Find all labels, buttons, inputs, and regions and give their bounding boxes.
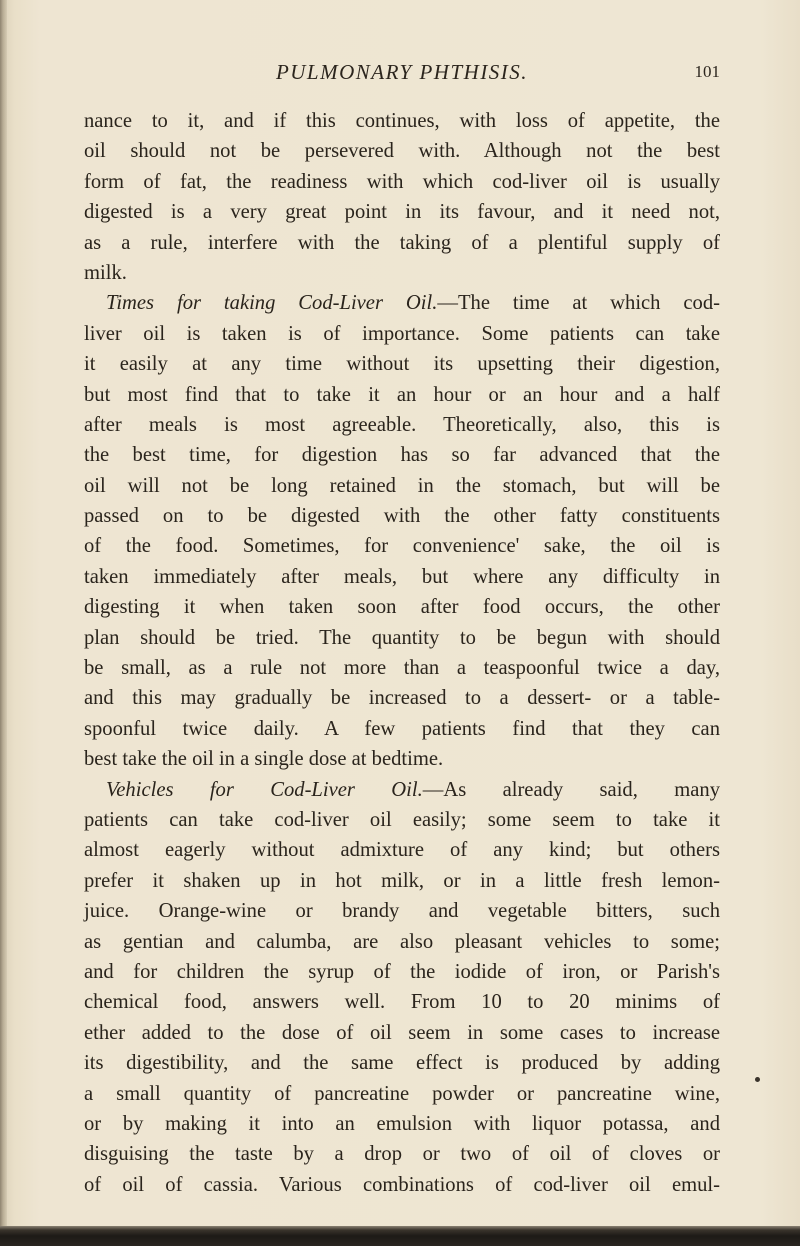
section-heading-line: Times for taking Cod-Liver Oil.—The time at which cod- [106,292,720,315]
text-line: of the food. Sometimes, for convenience' sake, the oil is [84,535,720,558]
page-header [84,60,720,90]
text-line: taken immediately after meals, but where any difficulty in [84,565,720,588]
scan-bottom-edge [0,1226,800,1246]
text-line: best take the oil in a single dose at bedtime. [84,748,444,771]
text-line: be small, as a rule not more than a teaspoonful twice a day, [84,657,720,680]
text-line: but most find that to take it an hour or an hour and a half [84,383,720,406]
text-line: as gentian and calumba, are also pleasant vehicles to some; [84,930,720,953]
text-line: spoonful twice daily. A few patients find that they can [84,717,720,740]
text-line: and for children the syrup of the iodide of iron, or Parish's [84,960,720,983]
text-line: its digestibility, and the same effect is produced by adding [84,1052,720,1075]
page-number: 101 [694,62,720,81]
text-line: digesting it when taken soon after food occurs, the other [84,596,720,619]
text-line: oil will not be long retained in the stomach, but will be [84,474,720,497]
text-line: juice. Orange-wine or brandy and vegetable bitters, such [84,900,720,923]
text-line: prefer it shaken up in hot milk, or in a little fresh lemon- [84,869,720,892]
section-heading: Vehicles for Cod-Liver Oil. [106,778,423,801]
section-heading: Times for taking Cod-Liver Oil. [106,292,438,315]
page-gutter-edge [0,0,7,1246]
text-line: ether added to the dose of oil seem in some cases to increase [84,1021,720,1044]
margin-speck [755,1077,760,1082]
text-line: passed on to be digested with the other fatty constituents [84,505,720,528]
text-line: a small quantity of pancreatine powder or pancreatine wine, [84,1082,720,1105]
body-text [84,106,720,1200]
text-line: it easily at any time without its upsetting their digestion, [84,353,720,376]
text-line: plan should be tried. The quantity to be begun with should [84,626,720,649]
text-line: and this may gradually be increased to a dessert- or a table- [84,687,720,710]
text-line: the best time, for digestion has so far advanced that the [84,444,720,467]
text-line: of oil of cassia. Various combinations of cod-liver oil emul- [84,1173,720,1196]
text-line: nance to it, and if this continues, with loss of appetite, the [84,110,720,132]
text-line: form of fat, the readiness with which cod-liver oil is usually [84,170,720,193]
text-line: almost eagerly without admixture of any kind; but others [84,839,720,862]
text-line: as a rule, interfere with the taking of a plentiful supply of [84,231,720,254]
running-head: PULMONARY PHTHISIS. [275,60,529,84]
text-line: after meals is most agreeable. Theoretically, also, this is [84,413,720,436]
text-line: oil should not be persevered with. Although not the best [84,140,720,163]
text-line: chemical food, answers well. From 10 to 20 minims of [84,991,720,1014]
text-line: liver oil is taken is of importance. Some patients can take [84,322,720,345]
text-line: milk. [84,261,127,284]
section-heading-line: Vehicles for Cod-Liver Oil.—As already said, many [106,778,720,801]
text-line: disguising the taste by a drop or two of oil of cloves or [84,1143,720,1166]
text-line: or by making it into an emulsion with liquor potassa, and [84,1112,720,1135]
text-line: patients can take cod-liver oil easily; some seem to take it [84,808,720,831]
text-line: digested is a very great point in its favour, and it need not, [84,201,720,224]
